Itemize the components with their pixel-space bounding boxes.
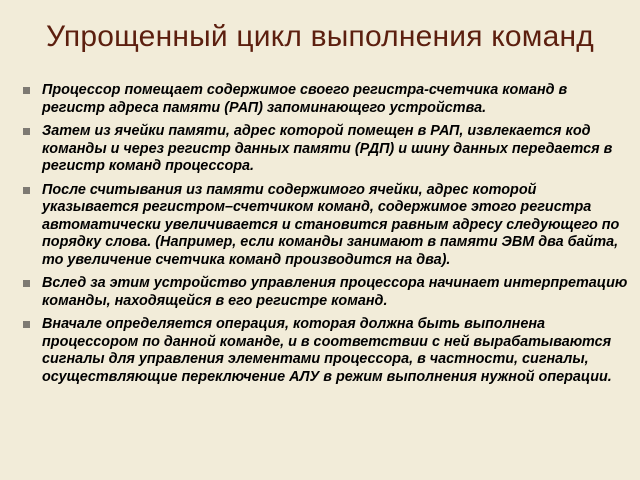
bullet-text: Вслед за этим устройство управления процессора начинает интерпретацию команды, находящейся в его регистре команд.: [42, 275, 628, 309]
bullet-text: Затем из ячейки памяти, адрес которой помещен в РАП, извлекается код команды и через регистр данных памяти (РДП) и шину данных передается в регистр команд процессора.: [42, 123, 613, 174]
square-bullet-icon: [23, 128, 30, 135]
square-bullet-icon: [23, 87, 30, 94]
bullet-text: Процессор помещает содержимое своего регистра-счетчика команд в регистр адреса памяти (РАП) запоминающего устройства.: [42, 82, 568, 116]
slide-title: Упрощенный цикл выполнения команд: [46, 20, 594, 53]
bullet-item: [22, 316, 634, 386]
square-bullet-icon: [23, 187, 30, 194]
bullet-item: [22, 123, 634, 176]
bullet-text: Вначале определяется операция, которая должна быть выполнена процессором по данной команде, и в соответствии с ней вырабатываются сигналы для управления элементами процессора, в частности, сигналы, осуществляющие переключение АЛУ в режим выполнения нужной операции.: [42, 316, 612, 385]
bullet-item: [22, 275, 634, 310]
bullet-item: [22, 182, 634, 270]
square-bullet-icon: [23, 321, 30, 328]
bullet-item: [22, 82, 634, 117]
square-bullet-icon: [23, 280, 30, 287]
bullet-list: [22, 82, 634, 392]
bullet-text: После считывания из памяти содержимого ячейки, адрес которой указывается регистром–счетчиком команд, содержимое этого регистра автоматически увеличивается и становится равным адресу следующего по порядку слова. (Например, если команды занимают в памяти ЭВМ два байта, то увеличение счетчика команд производится на два).: [42, 181, 620, 268]
